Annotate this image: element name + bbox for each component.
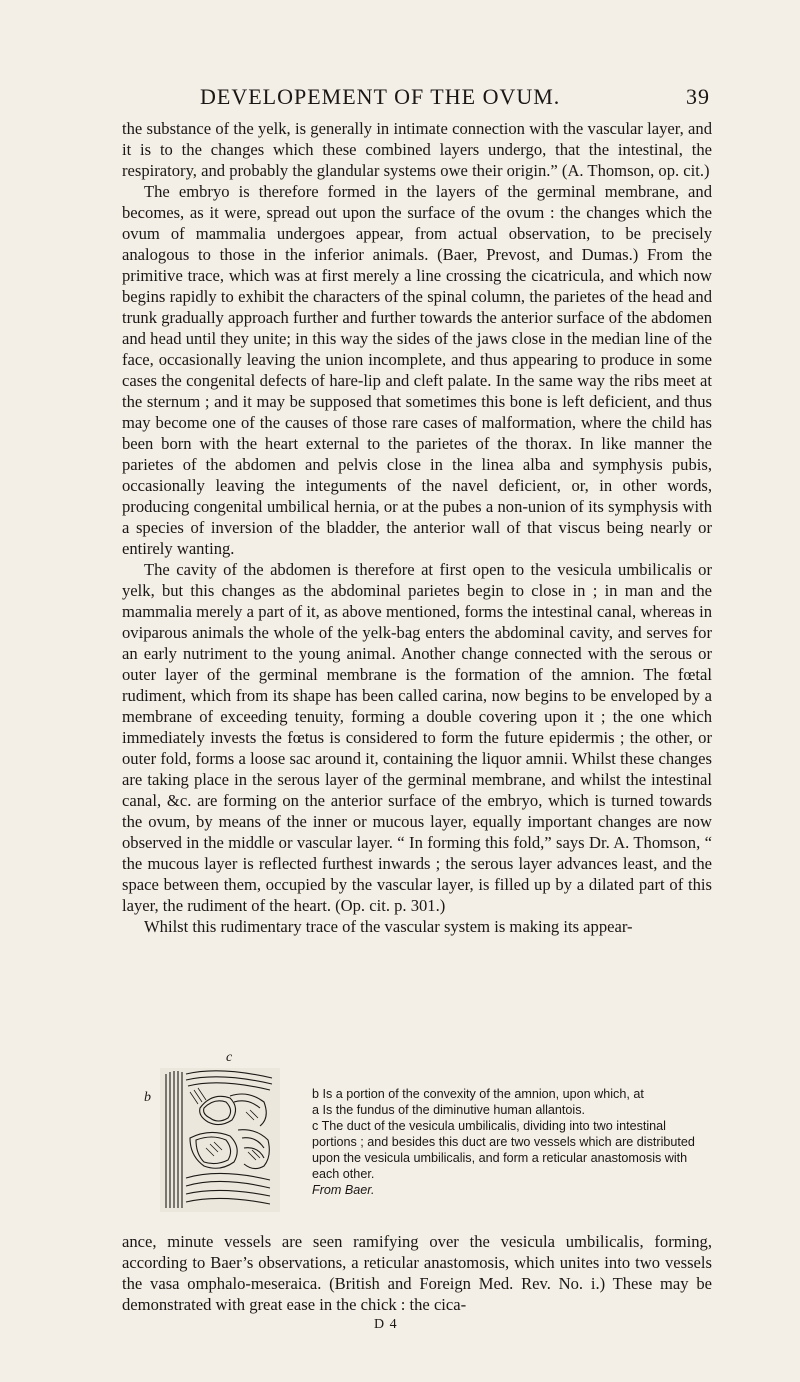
paragraph: the substance of the yelk, is generally in intimate connection with the vascular layer, and it is to the changes which these combined layers undergo, that the intestinal, the respiratory, and probably the glandular systems owe their origin.” (A. Thomson, op. cit.): [122, 119, 712, 180]
figure-label-c: c: [226, 1050, 233, 1065]
figure-label-b: b: [144, 1090, 151, 1105]
caption-b: b Is a portion of the convexity of the amnion, upon which, at: [312, 1087, 644, 1101]
figure: [140, 1050, 710, 1210]
signature-mark: D 4: [374, 1317, 398, 1332]
paragraph: ance, minute vessels are seen ramifying over the vesicula umbilicalis, forming, according to Baer’s observations, a reticular anastomosis, which unites into two vessels the vasa omphalo-meseraica. (British and Foreign Med. Rev. No. i.) These may be demonstrated with great ease in the chick : the cica-: [122, 1232, 712, 1314]
embryo-engraving: [160, 1068, 280, 1212]
caption-source: From Baer.: [312, 1183, 375, 1197]
page-number: 39: [686, 84, 710, 109]
running-header: [200, 84, 710, 116]
paragraph: The cavity of the abdomen is therefore at first open to the vesicula umbilicalis or yelk, but this changes as the abdominal parietes begin to close in ; in man and the mammalia merely a part of it, as above mentioned, forms the intestinal canal, whereas in oviparous animals the whole of the yelk-bag enters the abdominal cavity, and serves for an early nutriment to the young animal. Another change connected with the serous or outer layer of the germinal membrane is the formation of the amnion. The fœtal rudiment, which from its shape has been called carina, now begins to be enveloped by a membrane of exceeding tenuity, forming a double covering upon it ; the one which immediately invests the fœtus is considered to form the future epidermis ; the other, or outer fold, forms a loose sac around it, containing the liquor amnii. Whilst these changes are taking place in the serous layer of the germinal membrane, and whilst the intestinal canal, &c. are forming on the anterior surface of the embryo, which is turned towards the ovum, by means of the inner or mucous layer, equally important changes are now observed in the middle or vascular layer. “ In forming this fold,” says Dr. A. Thomson, “ the mucous layer is reflected furthest inwards ; the serous layer advances least, and the space between them, occupied by the vascular layer, is filled up by a dilated part of this layer, the rudiment of the heart. (Op. cit. p. 301.): [122, 560, 712, 915]
continuation-text: [122, 1231, 712, 1315]
paragraph: The embryo is therefore formed in the layers of the germinal membrane, and becomes, as it were, spread out upon the surface of the ovum : the changes which the ovum of mammalia undergoes appear, from actual observation, to be precisely analogous to those in the inferior animals. (Baer, Prevost, and Dumas.) From the primitive trace, which was at first merely a line crossing the cicatricula, and which now begins rapidly to exhibit the characters of the spinal column, the parietes of the head and trunk gradually approach further and further towards the anterior surface of the abdomen and head until they unite; in this way the sides of the jaws close in the median line of the face, occasionally leaving the union incomplete, and thus appearing to produce in some cases the congenital defects of hare-lip and cleft palate. In the same way the ribs meet at the sternum ; and it may be supposed that sometimes this bone is left deficient, and thus may become one of the causes of those rare cases of malformation, where the child has been born with the heart external to the parietes of the thorax. In like manner the parietes of the abdomen and pelvis close in the linea alba and symphysis pubis, occasionally leaving the integuments of the navel deficient, or, in other words, producing congenital umbilical hernia, or at the pubes a non-union of its symphysis with a species of inversion of the bladder, the anterior wall of that viscus being nearly or entirely wanting.: [122, 182, 712, 558]
body-text: [122, 118, 712, 937]
figure-caption: [312, 1086, 710, 1198]
paragraph: Whilst this rudimentary trace of the vascular system is making its appear-: [144, 917, 633, 936]
page-title: DEVELOPEMENT OF THE OVUM.: [200, 84, 561, 109]
caption-c: c The duct of the vesicula umbilicalis, dividing into two intestinal portions ; and besides this duct are two vessels which are distributed upon the vesicula umbilicalis, and form a reticular anastomosis with each other.: [312, 1119, 695, 1181]
caption-a: a Is the fundus of the diminutive human allantois.: [312, 1103, 586, 1117]
